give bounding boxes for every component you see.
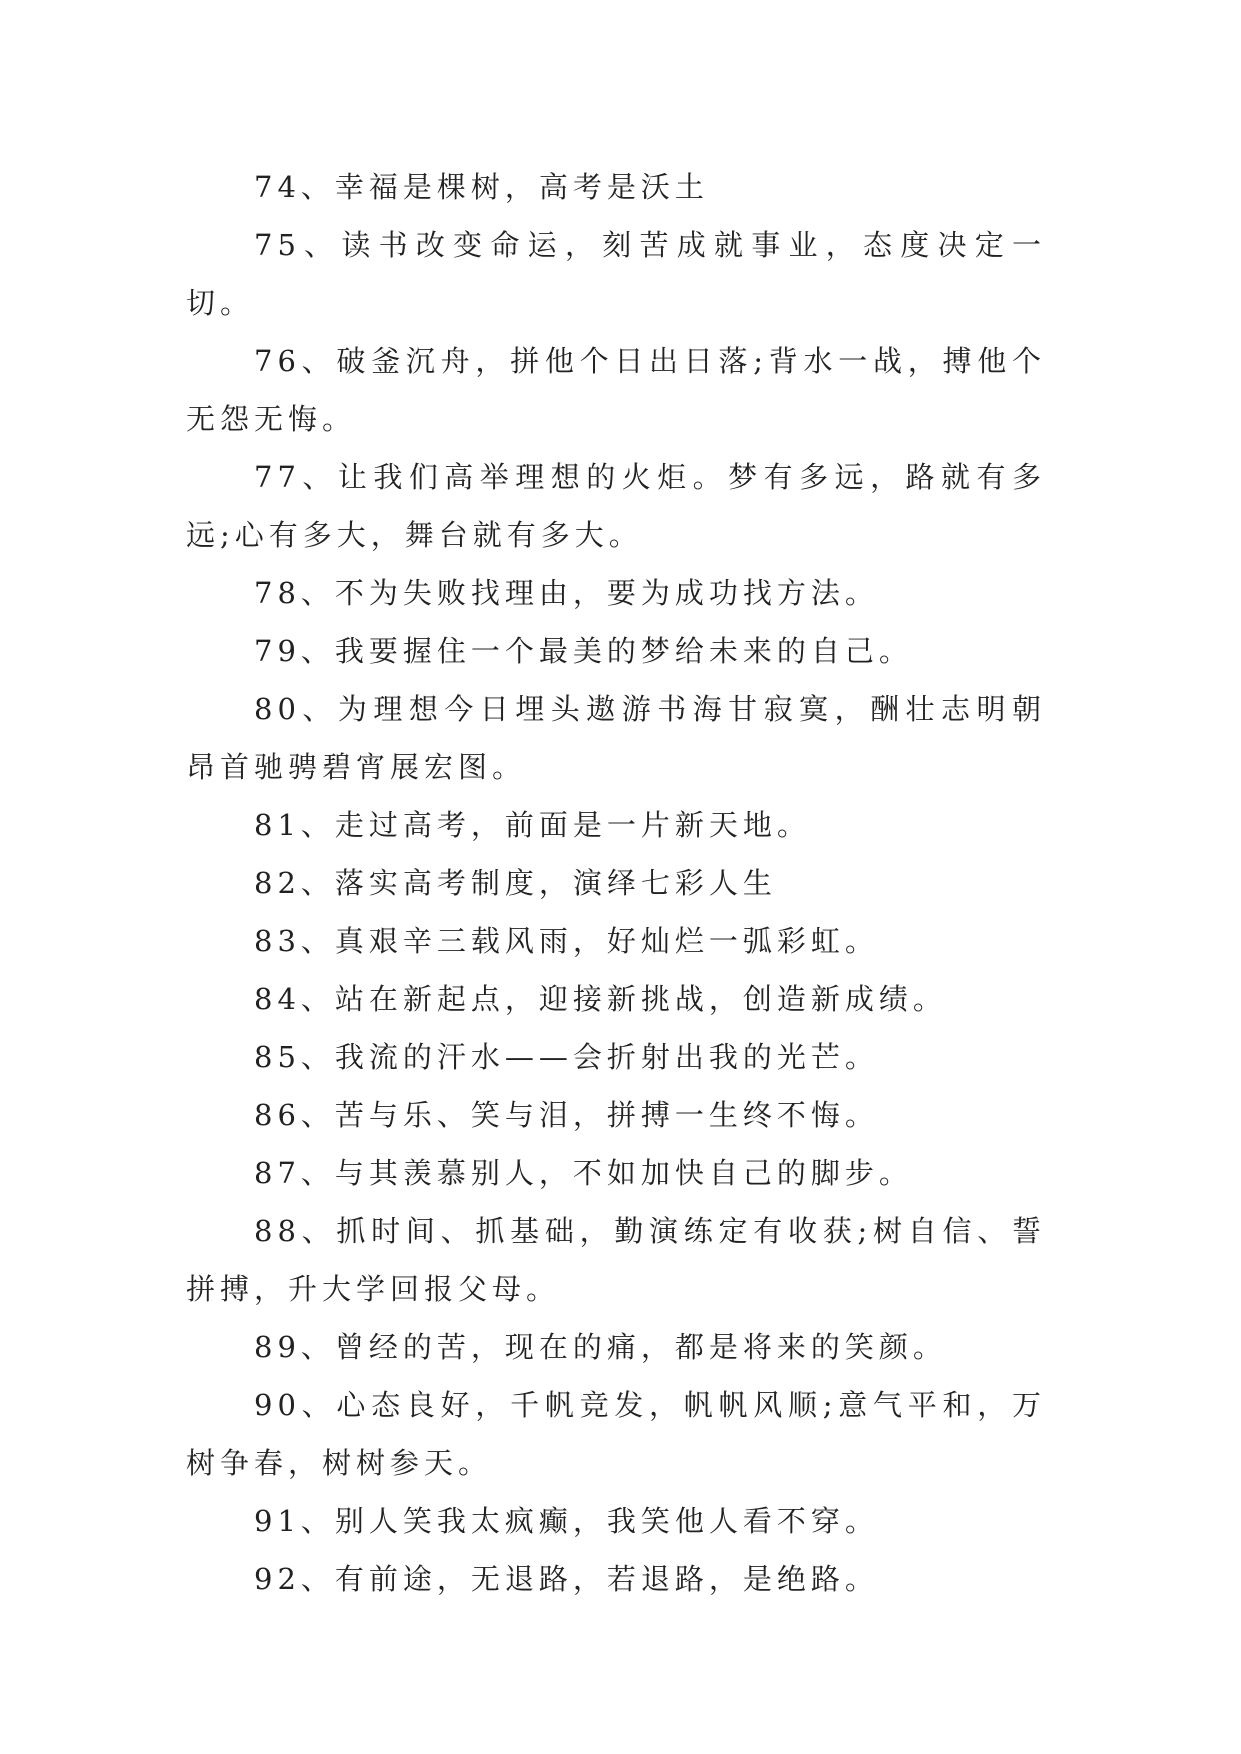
- paragraph: 89、曾经的苦，现在的痛，都是将来的笑颜。: [254, 1330, 947, 1364]
- document-body: [186, 158, 1046, 1608]
- paragraph: 77、让我们高举理想的火炬。梦有多远，路就有多远;心有多大，舞台就有多大。: [186, 460, 1046, 552]
- paragraph: 86、苦与乐、笑与泪，拼搏一生终不悔。: [254, 1098, 879, 1132]
- paragraph: 82、落实高考制度，演绎七彩人生: [254, 866, 777, 900]
- paragraph: 83、真艰辛三载风雨，好灿烂一弧彩虹。: [254, 924, 879, 958]
- paragraph: 91、别人笑我太疯癫，我笑他人看不穿。: [254, 1504, 879, 1538]
- paragraph: 90、心态良好，千帆竞发，帆帆风顺;意气平和，万树争春，树树参天。: [186, 1388, 1046, 1480]
- paragraph: 81、走过高考，前面是一片新天地。: [254, 808, 811, 842]
- paragraph: 74、幸福是棵树，高考是沃土: [254, 170, 709, 204]
- paragraph: 84、站在新起点，迎接新挑战，创造新成绩。: [254, 982, 947, 1016]
- paragraph: 80、为理想今日埋头遨游书海甘寂寞，酬壮志明朝昂首驰骋碧宵展宏图。: [186, 692, 1046, 784]
- paragraph: 75、读书改变命运，刻苦成就事业，态度决定一切。: [186, 228, 1046, 320]
- paragraph: 76、破釜沉舟，拼他个日出日落;背水一战，搏他个无怨无悔。: [186, 344, 1046, 436]
- paragraph: 79、我要握住一个最美的梦给未来的自己。: [254, 634, 913, 668]
- paragraph: 78、不为失败找理由，要为成功找方法。: [254, 576, 879, 610]
- paragraph: 92、有前途，无退路，若退路，是绝路。: [254, 1562, 879, 1596]
- paragraph: 87、与其羡慕别人，不如加快自己的脚步。: [254, 1156, 913, 1190]
- paragraph: 85、我流的汗水——会折射出我的光芒。: [254, 1040, 879, 1074]
- paragraph: 88、抓时间、抓基础，勤演练定有收获;树自信、誓拼搏，升大学回报父母。: [186, 1214, 1046, 1306]
